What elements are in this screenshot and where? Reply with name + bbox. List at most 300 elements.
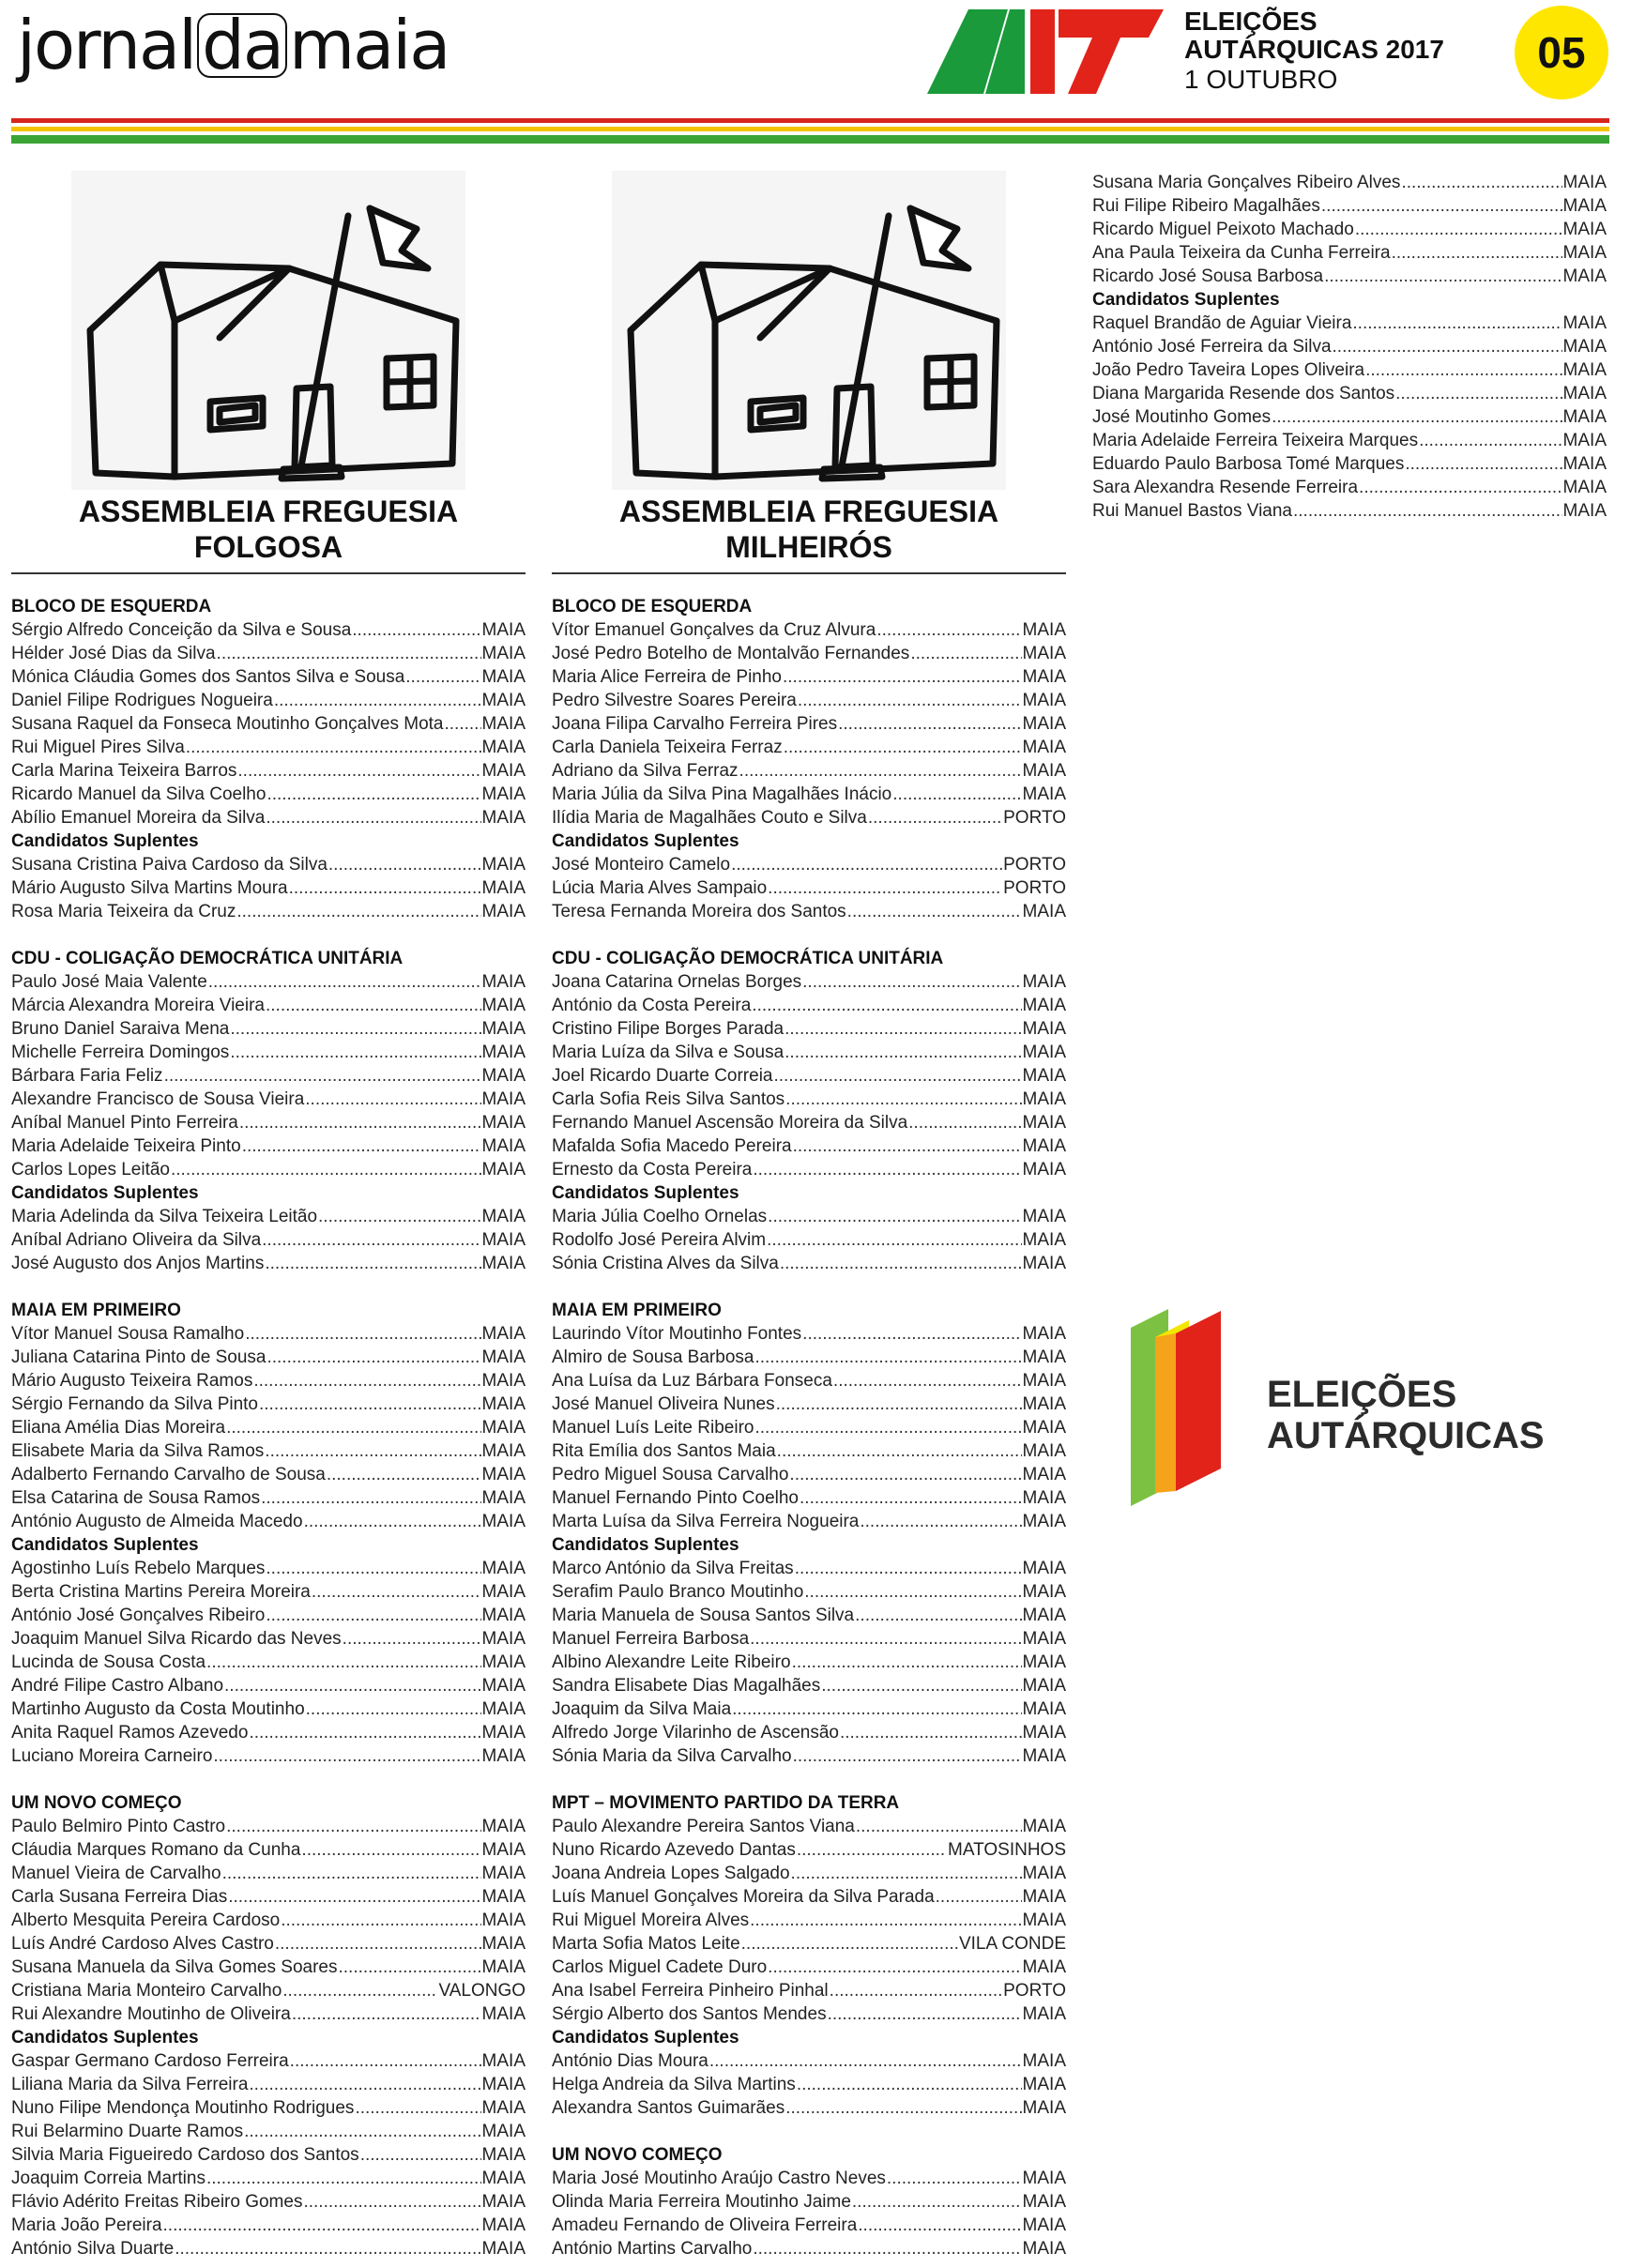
candidate-name: Maria Manuela de Sousa Santos Silva [552,1606,855,1625]
candidate-row [552,783,1066,806]
candidate-name: Mafalda Sofia Macedo Pereira [552,1136,792,1156]
candidate-name: Alexandra Santos Guimarães [552,2098,785,2118]
column-milheiros [552,171,1066,2268]
dot-leader [754,1346,1021,1369]
candidate-place: MAIA [481,1582,526,1602]
candidate-place: MAIA [1022,2075,1066,2094]
candidate-place: MAIA [481,1840,526,1860]
dot-leader [774,1064,1022,1088]
candidate-name: Laurindo Vítor Moutinho Fontes [552,1324,802,1344]
candidate-row [11,1486,526,1510]
candidate-place: MAIA [1562,407,1607,427]
candidate-name: Maria Luíza da Silva e Sousa [552,1043,785,1062]
dot-leader [797,1838,947,1862]
column-continuation [1092,171,1607,523]
candidate-name: Alberto Mesquita Pereira Cardoso [11,1910,281,1930]
candidate-place: MAIA [1562,454,1607,474]
candidate-place: MAIA [1562,173,1607,192]
candidate-name: Aníbal Manuel Pinto Ferreira [11,1113,238,1133]
party-name: UM NOVO COMEÇO [552,2145,723,2165]
dot-leader [217,642,481,665]
dot-leader [405,665,480,689]
candidate-name: Vítor Emanuel Gonçalves da Cruz Alvura [552,620,876,640]
candidate-name: Rui Belarmino Duarte Ramos [11,2122,244,2141]
candidate-row [11,759,526,783]
assembly-title-milheiros [552,494,1066,565]
substitutes-heading: Candidatos Suplentes [11,2028,199,2047]
candidate-place: MAIA [1022,1394,1066,1414]
candidate-row [11,1838,526,1862]
candidate-place: MAIA [1022,691,1066,710]
dot-leader [244,2120,480,2143]
candidate-place: MAIA [1022,761,1066,781]
dot-leader [1365,358,1561,382]
candidate-name: Berta Cristina Martins Pereira Moreira [11,1582,311,1602]
candidate-place: MAIA [1562,431,1607,450]
candidate-name: Bárbara Faria Feliz [11,1066,163,1086]
dot-leader [228,1885,480,1909]
candidate-place: MAIA [1022,996,1066,1015]
substitutes-heading: Candidatos Suplentes [11,1183,199,1203]
dot-leader [768,876,1002,900]
dot-leader [750,1909,1021,1932]
candidate-row [11,1111,526,1134]
dot-leader [266,1604,480,1627]
candidate-row [552,1956,1066,1979]
candidate-row [552,1885,1066,1909]
dot-leader [274,689,481,712]
dot-leader [1333,335,1562,358]
candidate-name: Manuel Ferreira Barbosa [552,1629,750,1649]
candidate-place: MAIA [481,1699,526,1719]
dot-leader [303,2190,480,2214]
candidate-place: MAIA [1022,1418,1066,1438]
candidate-name: Hélder José Dias da Silva [11,644,216,663]
candidate-place: MAIA [481,878,526,898]
candidate-name: Maria Júlia da Silva Pina Magalhães Inácio [552,784,892,804]
dot-leader [242,1134,481,1158]
candidate-row [552,1041,1066,1064]
candidate-row [11,642,526,665]
dot-leader [731,853,1002,876]
candidate-row [11,618,526,642]
candidate-row [11,736,526,759]
candidate-place: MAIA [481,1723,526,1743]
candidate-row [11,1627,526,1651]
candidate-place: MAIA [1022,902,1066,921]
candidate-place: MAIA [481,1817,526,1836]
candidate-row [552,1369,1066,1393]
dot-leader [262,1228,480,1252]
candidate-place: MAIA [1022,1441,1066,1461]
dot-leader [230,1041,480,1064]
dot-leader [266,806,480,830]
candidate-row [11,2002,526,2026]
candidate-name: Gaspar Germano Cardoso Ferreira [11,2051,289,2071]
candidate-name: Serafim Paulo Branco Moutinho [552,1582,804,1602]
candidate-row [552,1088,1066,1111]
candidate-place: MAIA [481,1864,526,1883]
candidate-row [11,1909,526,1932]
dot-leader [266,994,481,1017]
candidate-place: MAIA [481,1957,526,1977]
candidate-row [1092,335,1607,358]
dot-leader [266,1557,480,1580]
dot-leader [265,1252,480,1275]
candidate-name: Ricardo José Sousa Barbosa [1092,266,1324,286]
substitutes-heading: Candidatos Suplentes [552,2028,739,2047]
dot-leader [343,1627,481,1651]
party-name: MAIA EM PRIMEIRO [11,1301,181,1320]
candidate-row [1092,218,1607,241]
candidate-row [552,736,1066,759]
stripe-green [11,135,1609,144]
assembly-title-line-2: FOLGOSA [193,530,343,564]
dot-leader [887,2167,1022,2190]
dot-leader [224,1674,481,1697]
candidate-row [552,1674,1066,1697]
candidate-place: MAIA [481,855,526,875]
dot-leader [768,1205,1021,1228]
dot-leader [1395,382,1561,405]
candidate-name: Luís Manuel Gonçalves Moreira da Silva Parada [552,1887,935,1907]
substitutes-heading: Candidatos Suplentes [552,1535,739,1555]
candidate-name: Rui Miguel Moreira Alves [552,1910,750,1930]
candidate-name: Liliana Maria da Silva Ferreira [11,2075,249,2094]
candidate-row [11,1134,526,1158]
candidate-place: MAIA [1022,1652,1066,1672]
candidate-name: Maria Adelaide Teixeira Pinto [11,1136,241,1156]
candidate-row [11,1158,526,1181]
dot-leader [1392,241,1562,265]
candidate-name: Sérgio Alberto dos Santos Mendes [552,2004,827,2024]
dot-leader [261,1486,480,1510]
dot-leader [784,736,1022,759]
candidate-name: Martinho Augusto da Costa Moutinho [11,1699,305,1719]
candidate-name: Manuel Fernando Pinto Coelho [552,1488,800,1508]
candidate-name: Maria Adelinda da Silva Teixeira Leitão [11,1207,318,1226]
dot-leader [802,1322,1021,1346]
candidate-name: Raquel Brandão de Aguiar Vieira [1092,313,1352,333]
candidate-name: José Augusto dos Anjos Martins [11,1254,265,1273]
assembly-title-line-1: ASSEMBLEIA FREGUESIA [618,495,999,528]
dot-leader [186,736,481,759]
candidate-place: MAIA [1562,266,1607,286]
candidate-place: MAIA [481,996,526,1015]
candidate-name: Eliana Amélia Dias Moreira [11,1418,226,1438]
dot-leader [304,1510,481,1533]
page-header [0,0,1630,150]
candidate-name: Helga Andreia da Silva Martins [552,2075,796,2094]
candidate-place: MAIA [481,1465,526,1484]
event-title-line-2: AUTÁRQUICAS 2017 [1184,35,1444,64]
party-block [11,947,526,1275]
candidate-place: MAIA [481,2004,526,2024]
candidate-place: MAIA [481,1371,526,1391]
candidate-place: MAIA [481,1207,526,1226]
party-block [11,1791,526,2260]
candidate-place: MAIA [1562,501,1607,521]
party-block [552,947,1066,1275]
candidate-place: MAIA [481,714,526,734]
candidate-row [11,2049,526,2073]
candidate-name: António Silva Duarte [11,2239,175,2259]
candidate-name: Carla Marina Teixeira Barros [11,761,237,781]
candidate-name: Luís André Cardoso Alves Castro [11,1934,274,1954]
dot-leader [833,1369,1022,1393]
candidate-place: MAIA [1022,1817,1066,1836]
candidate-name: Albino Alexandre Leite Ribeiro [552,1652,791,1672]
candidate-name: Rui Filipe Ribeiro Magalhães [1092,196,1320,216]
candidate-place: MAIA [1022,1957,1066,1977]
party-name: UM NOVO COMEÇO [11,1793,182,1813]
candidate-place: MAIA [481,1887,526,1907]
candidate-name: Rui Alexandre Moutinho de Oliveira [11,2004,291,2024]
substitutes-heading: Candidatos Suplentes [552,1183,739,1203]
dot-leader [856,1815,1022,1838]
party-block [552,1791,1066,2120]
candidate-row [11,1744,526,1768]
candidate-name: André Filipe Castro Albano [11,1676,224,1696]
candidate-place: MAIA [1562,384,1607,403]
candidate-name: José Manuel Oliveira Nunes [552,1394,775,1414]
candidate-row [552,1580,1066,1604]
dot-leader [789,1463,1021,1486]
dot-leader [253,1369,480,1393]
candidate-place: MAIA [481,1629,526,1649]
candidate-row [11,1604,526,1627]
candidate-name: Manuel Vieira de Carvalho [11,1864,221,1883]
candidate-name: Ernesto da Costa Pereira [552,1160,753,1180]
dot-leader [249,2073,480,2096]
candidate-row [552,994,1066,1017]
candidate-row [11,900,526,923]
party-block [552,2143,1066,2260]
candidate-name: Joana Filipa Carvalho Ferreira Pires [552,714,838,734]
candidate-row [552,1651,1066,1674]
candidate-place: MAIA [1022,1746,1066,1766]
candidate-place: VALONGO [438,1981,526,2001]
substitutes-heading: Candidatos Suplentes [11,831,199,851]
candidate-name: Flávio Adérito Freitas Ribeiro Gomes [11,2192,303,2212]
page-number-badge: 05 [1515,6,1608,99]
candidate-name: Elisabete Maria da Silva Ramos [11,1441,265,1461]
candidate-place: MAIA [481,1394,526,1414]
candidate-place: MAIA [1022,2215,1066,2235]
candidate-name: António José Ferreira da Silva [1092,337,1332,357]
candidate-name: Elsa Catarina de Sousa Ramos [11,1488,261,1508]
candidate-row [552,1463,1066,1486]
candidate-place: MAIA [1022,1043,1066,1062]
candidate-place: PORTO [1003,855,1066,875]
candidate-row [11,689,526,712]
candidate-row [552,2096,1066,2120]
candidate-place: MAIA [1022,714,1066,734]
candidate-row [11,1580,526,1604]
candidate-name: Michelle Ferreira Domingos [11,1043,230,1062]
color-stripes [11,118,1609,144]
dot-leader [259,1393,481,1416]
candidate-row [11,1369,526,1393]
candidate-name: Maria João Pereira [11,2215,162,2235]
candidate-name: Lúcia Maria Alves Sampaio [552,878,768,898]
candidate-row [11,2120,526,2143]
candidate-row [552,618,1066,642]
dot-leader [445,712,481,736]
candidate-name: Ana Luísa da Luz Bárbara Fonseca [552,1371,832,1391]
candidate-place: MAIA [1022,1160,1066,1180]
candidate-place: MAIA [1562,478,1607,497]
dot-leader [289,876,481,900]
dot-leader [936,1885,1022,1909]
dot-leader [318,1205,481,1228]
candidate-name: Cláudia Marques Romano da Cunha [11,1840,301,1860]
dot-leader [213,1744,480,1768]
candidate-name: Cristiana Maria Monteiro Carvalho [11,1981,282,2001]
candidate-place: MAIA [481,644,526,663]
dot-leader [175,2237,480,2260]
candidate-name: José Pedro Botelho de Montalvão Fernandes [552,644,910,663]
candidate-place: MAIA [481,1910,526,1930]
candidate-row [552,2167,1066,2190]
candidate-place: MAIA [481,784,526,804]
candidate-place: MAIA [481,808,526,828]
candidate-place: MAIA [481,620,526,640]
candidate-place: MAIA [1022,667,1066,687]
candidate-place: MAIA [1022,1887,1066,1907]
candidate-place: MAIA [481,1746,526,1766]
candidate-row [11,1979,526,2002]
wordmark-line-1: ELEIÇÕES [1267,1374,1457,1415]
candidate-name: Nuno Ricardo Azevedo Dantas [552,1840,796,1860]
candidate-place: MAIA [481,1089,526,1109]
candidate-name: Susana Maria Gonçalves Ribeiro Alves [1092,173,1401,192]
candidate-name: Fernando Manuel Ascensão Moreira da Silva [552,1113,908,1133]
candidate-row [1092,405,1607,429]
dot-leader [753,1158,1021,1181]
candidate-name: Cristino Filipe Borges Parada [552,1019,785,1039]
dot-leader [301,1838,480,1862]
candidate-row [11,876,526,900]
candidate-place: MAIA [481,1230,526,1250]
candidate-row [552,712,1066,736]
candidate-row [11,2237,526,2260]
dot-leader [709,2049,1022,2073]
divider [552,572,1066,574]
candidate-place: MAIA [481,761,526,781]
candidate-row [11,2214,526,2237]
candidate-name: Carla Daniela Teixeira Ferraz [552,738,783,757]
party-name: CDU - COLIGAÇÃO DEMOCRÁTICA UNITÁRIA [552,949,944,968]
dot-leader [860,1510,1021,1533]
dot-leader [858,2214,1021,2237]
dot-leader [236,900,480,923]
candidate-place: MAIA [1022,1019,1066,1039]
a17-logo-icon [927,9,1164,94]
dot-leader [1293,499,1562,523]
candidate-row [552,1064,1066,1088]
candidate-name: Marta Sofia Matos Leite [552,1934,740,1954]
dot-leader [741,1932,958,1956]
candidate-name: Diana Margarida Resende dos Santos [1092,384,1395,403]
candidate-name: Ilídia Maria de Magalhães Couto e Silva [552,808,867,828]
brand-part-3: maia [288,6,449,84]
candidate-name: Joaquim da Silva Maia [552,1699,732,1719]
candidate-row [11,1439,526,1463]
dot-leader [910,642,1021,665]
dot-leader [830,1979,1002,2002]
candidate-name: Anita Raquel Ramos Azevedo [11,1723,249,1743]
dot-leader [290,2049,481,2073]
candidate-row [11,1956,526,1979]
dot-leader [892,783,1021,806]
candidate-name: Sónia Cristina Alves da Silva [552,1254,779,1273]
candidate-row [552,2237,1066,2260]
candidate-place: MAIA [1022,1465,1066,1484]
candidate-name: Sara Alexandra Resende Ferreira [1092,478,1359,497]
candidate-name: António Dias Moura [552,2051,708,2071]
dot-leader [855,1604,1021,1627]
dot-leader [328,853,481,876]
candidate-name: Carla Sofia Reis Silva Santos [552,1089,785,1109]
candidate-row [552,1932,1066,1956]
candidate-row [11,1252,526,1275]
dot-leader [171,1158,481,1181]
dot-leader [767,1228,1021,1252]
dot-leader [750,1627,1021,1651]
candidate-place: MAIA [1022,1512,1066,1531]
dot-leader [847,900,1022,923]
dot-leader [208,970,481,994]
candidate-row [552,1815,1066,1838]
dot-leader [305,1088,480,1111]
candidate-place: MAIA [481,972,526,992]
candidate-name: Nuno Filipe Mendonça Moutinho Rodrigues [11,2098,355,2118]
candidate-row [1092,265,1607,288]
dot-leader [798,689,1022,712]
candidate-row [11,783,526,806]
dot-leader [249,1721,480,1744]
candidate-place: MAIA [481,1324,526,1344]
candidate-row [552,1721,1066,1744]
candidate-name: José Monteiro Camelo [552,855,731,875]
candidate-row [552,1744,1066,1768]
candidate-row [11,2096,526,2120]
candidate-name: Susana Cristina Paiva Cardoso da Silva [11,855,328,875]
candidate-name: Joaquim Correia Martins [11,2169,206,2188]
dot-leader [282,1979,437,2002]
candidate-name: Silvia Maria Figueiredo Cardoso dos Santos [11,2145,359,2165]
event-date: 1 OUTUBRO [1184,65,1338,94]
candidate-row [552,2214,1066,2237]
candidate-place: MAIA [481,667,526,687]
candidate-name: Teresa Fernanda Moreira dos Santos [552,902,846,921]
candidate-place: MAIA [1022,1113,1066,1133]
candidate-place: MAIA [481,1441,526,1461]
candidate-place: MAIA [1022,620,1066,640]
candidate-place: MAIA [481,1113,526,1133]
candidate-name: João Pedro Taveira Lopes Oliveira [1092,360,1365,380]
candidate-place: MAIA [481,1488,526,1508]
assembly-title-line-2: MILHEIRÓS [725,530,892,564]
candidate-name: Mário Augusto Silva Martins Moura [11,878,288,898]
candidate-row [552,1838,1066,1862]
candidate-row [552,1862,1066,1885]
candidate-row [11,994,526,1017]
candidate-name: Bruno Daniel Saraiva Mena [11,1019,230,1039]
candidate-row [11,1557,526,1580]
candidate-name: Pedro Miguel Sousa Carvalho [552,1465,789,1484]
